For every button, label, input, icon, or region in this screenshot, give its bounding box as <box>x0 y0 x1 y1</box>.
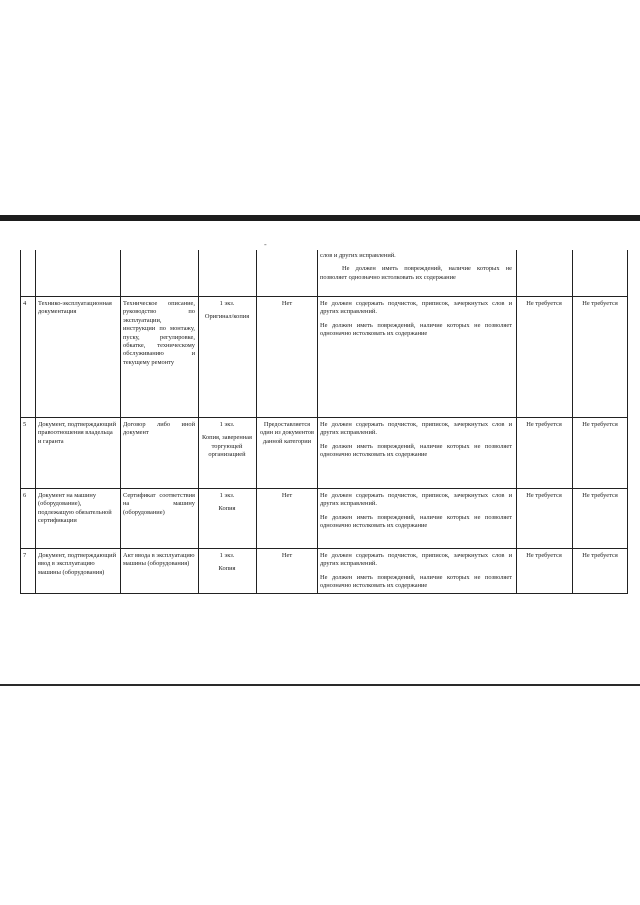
count-text: 1 экз. <box>219 492 235 499</box>
requirement-text: Не должен содержать подчисток, приписок, зачеркнутых слов и других исправлений. <box>320 552 512 568</box>
row-number: 4 <box>23 300 27 307</box>
form-text: Копия <box>218 505 236 513</box>
row-number: 7 <box>23 552 27 559</box>
requirement-text: слов и других исправлений. <box>320 252 396 259</box>
alternative: Нет <box>281 300 293 307</box>
grid-line <box>627 250 628 593</box>
scan-top-band <box>0 215 640 221</box>
col7-value: Не требуется <box>526 421 562 428</box>
grid-line <box>317 250 318 593</box>
copy-count <box>200 552 254 574</box>
col7-value: Не требуется <box>526 300 562 307</box>
grid-line <box>20 296 628 297</box>
requirement-text: Не должен иметь повреждений, наличие которых не позволяет однозначно истолковать их содержание <box>320 573 512 590</box>
alternative: Нет <box>281 552 293 559</box>
count-text: 1 экз. <box>219 552 235 559</box>
requirements <box>320 421 512 460</box>
requirements <box>320 300 512 339</box>
requirement-text: Не должен содержать подчисток, приписок, зачеркнутых слов и других исправлений. <box>320 492 512 508</box>
row-number: 5 <box>23 421 27 428</box>
grid-line <box>20 417 628 418</box>
col8-value: Не требуется <box>582 552 618 559</box>
requirements <box>320 492 512 531</box>
document-list: Договор либо иной документ <box>123 421 195 437</box>
document-name: Документ, подтверждающий правоотношения владельца и гаранта <box>38 421 116 445</box>
col8-value: Не требуется <box>582 492 618 499</box>
alternative: Предоставляется один из документов данной категории <box>259 421 315 445</box>
col8-value: Не требуется <box>582 421 618 428</box>
grid-line <box>20 488 628 489</box>
requirement-text: Не должен иметь повреждений, наличие которых не позволяет однозначно истолковать их содержание <box>320 321 512 338</box>
form-text: Копия <box>218 565 236 573</box>
col7-value: Не требуется <box>526 492 562 499</box>
form-text: Копия, заверенная торгующей организацией <box>202 434 252 459</box>
grid-line <box>35 250 36 593</box>
col7-value: Не требуется <box>526 552 562 559</box>
copy-count <box>200 421 254 460</box>
requirement-text: Не должен иметь повреждений, наличие которых не позволяет однозначно истолковать их содержание <box>320 265 512 281</box>
scan-bottom-band <box>0 684 640 686</box>
count-text: 1 экз. <box>219 421 235 428</box>
copy-count <box>200 492 254 514</box>
requirement-text: Не должен иметь повреждений, наличие которых не позволяет однозначно истолковать их содержание <box>320 442 512 459</box>
grid-line <box>20 593 628 594</box>
grid-line <box>516 250 517 593</box>
grid-line <box>120 250 121 593</box>
copy-count <box>200 300 254 322</box>
count-text: 1 экз. <box>219 300 235 307</box>
document-name: Технико-эксплуатационная документация <box>38 300 112 316</box>
grid-line <box>256 250 257 593</box>
document-list: Сертификат соответствия на машину (оборудование) <box>123 492 195 516</box>
requirement-text: Не должен иметь повреждений, наличие которых не позволяет однозначно истолковать их содержание <box>320 513 512 530</box>
alternative: Нет <box>281 492 293 499</box>
continuation-requirements <box>320 252 512 282</box>
document-list: Техническое описание, руководство по эксплуатации, инструкции по монтажу, пуску, регулировке, обкатке, техническому обслуживанию и текущему ремонту <box>123 300 195 366</box>
document-list: Акт ввода в эксплуатацию машины (оборудования) <box>123 552 195 568</box>
grid-line <box>20 250 21 593</box>
requirement-text: Не должен содержать подчисток, приписок, зачеркнутых слов и других исправлений. <box>320 300 512 316</box>
document-name: Документ на машину (оборудование), подлежащую обязательной сертификации <box>38 492 112 525</box>
col8-value: Не требуется <box>582 300 618 307</box>
scan-mark: - <box>264 240 267 249</box>
grid-line <box>20 548 628 549</box>
document-name: Документ, подтверждающий ввод в эксплуатацию машины (оборудования) <box>38 552 116 576</box>
grid-line <box>198 250 199 593</box>
requirement-text: Не должен содержать подчисток, приписок, зачеркнутых слов и других исправлений. <box>320 421 512 437</box>
row-number: 6 <box>23 492 27 499</box>
requirements <box>320 552 512 591</box>
form-text: Оригинал/копия <box>204 313 250 321</box>
document-table <box>20 250 628 610</box>
grid-line <box>572 250 573 593</box>
